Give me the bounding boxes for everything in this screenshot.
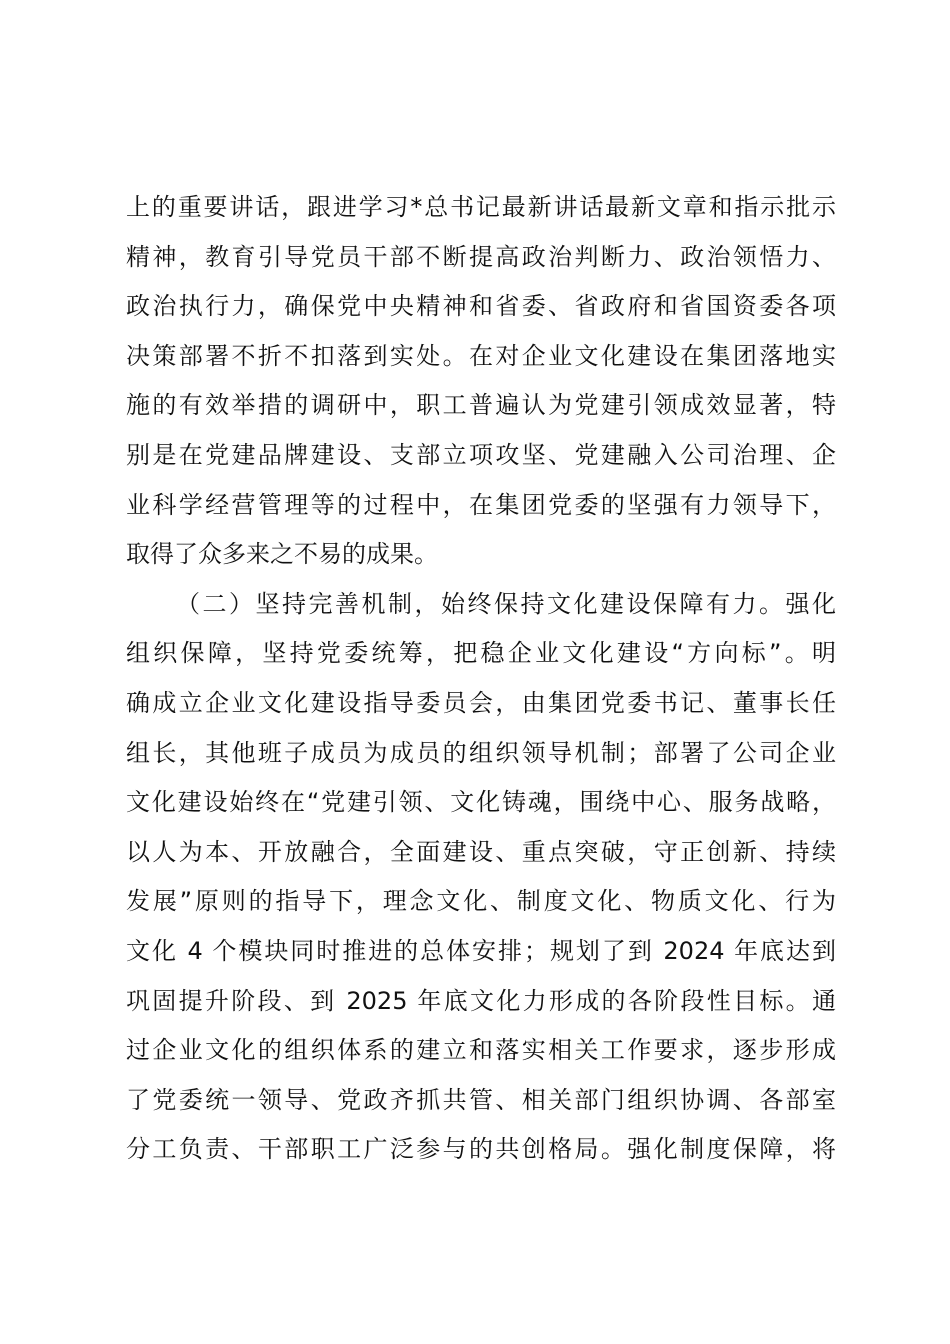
text-line: 别是在党建品牌建设、支部立项攻坚、党建融入公司治理、企 <box>126 440 836 469</box>
text-line: 以人为本、开放融合，全面建设、重点突破，守正创新、持续 <box>126 837 836 866</box>
text-line: 精神，教育引导党员干部不断提高政治判断力、政治领悟力、 <box>126 242 836 271</box>
text-line: 决策部署不折不扣落到实处。在对企业文化建设在集团落地实 <box>126 341 836 370</box>
text-line: 上的重要讲话，跟进学习*总书记最新讲话最新文章和指示批示 <box>126 193 836 221</box>
text-line: 文化建设始终在“党建引领、文化铸魂，围绕中心、服务战略， <box>126 788 836 817</box>
text-line: 发展”原则的指导下，理念文化、制度文化、物质文化、行为 <box>126 887 836 916</box>
text-line: 组长，其他班子成员为成员的组织领导机制；部署了公司企业 <box>126 738 836 767</box>
text-line: 政治执行力，确保党中央精神和省委、省政府和省国资委各项 <box>126 292 836 321</box>
body-text <box>126 183 836 1175</box>
text-line: 业科学经营管理等的过程中，在集团党委的坚强有力领导下， <box>126 490 836 519</box>
text-line: 确成立企业文化建设指导委员会，由集团党委书记、董事长任 <box>126 688 836 717</box>
text-line: 分工负责、干部职工广泛参与的共创格局。强化制度保障，将 <box>126 1135 836 1164</box>
text-line: 施的有效举措的调研中，职工普遍认为党建引领成效显著，特 <box>126 391 836 420</box>
section-heading-line: （二）坚持完善机制，始终保持文化建设保障有力。强化 <box>176 589 836 618</box>
text-line: 巩固提升阶段、到 2025 年底文化力形成的各阶段性目标。通 <box>126 986 836 1015</box>
text-line: 组织保障，坚持党委统筹，把稳企业文化建设“方向标”。明 <box>126 639 836 668</box>
text-line: 文化 4 个模块同时推进的总体安排；规划了到 2024 年底达到 <box>126 936 836 965</box>
text-line: 了党委统一领导、党政齐抓共管、相关部门组织协调、各部室 <box>126 1085 836 1114</box>
paragraph-end-line: 取得了众多来之不易的成果。 <box>126 540 438 569</box>
text-line: 过企业文化的组织体系的建立和落实相关工作要求，逐步形成 <box>126 1036 836 1065</box>
